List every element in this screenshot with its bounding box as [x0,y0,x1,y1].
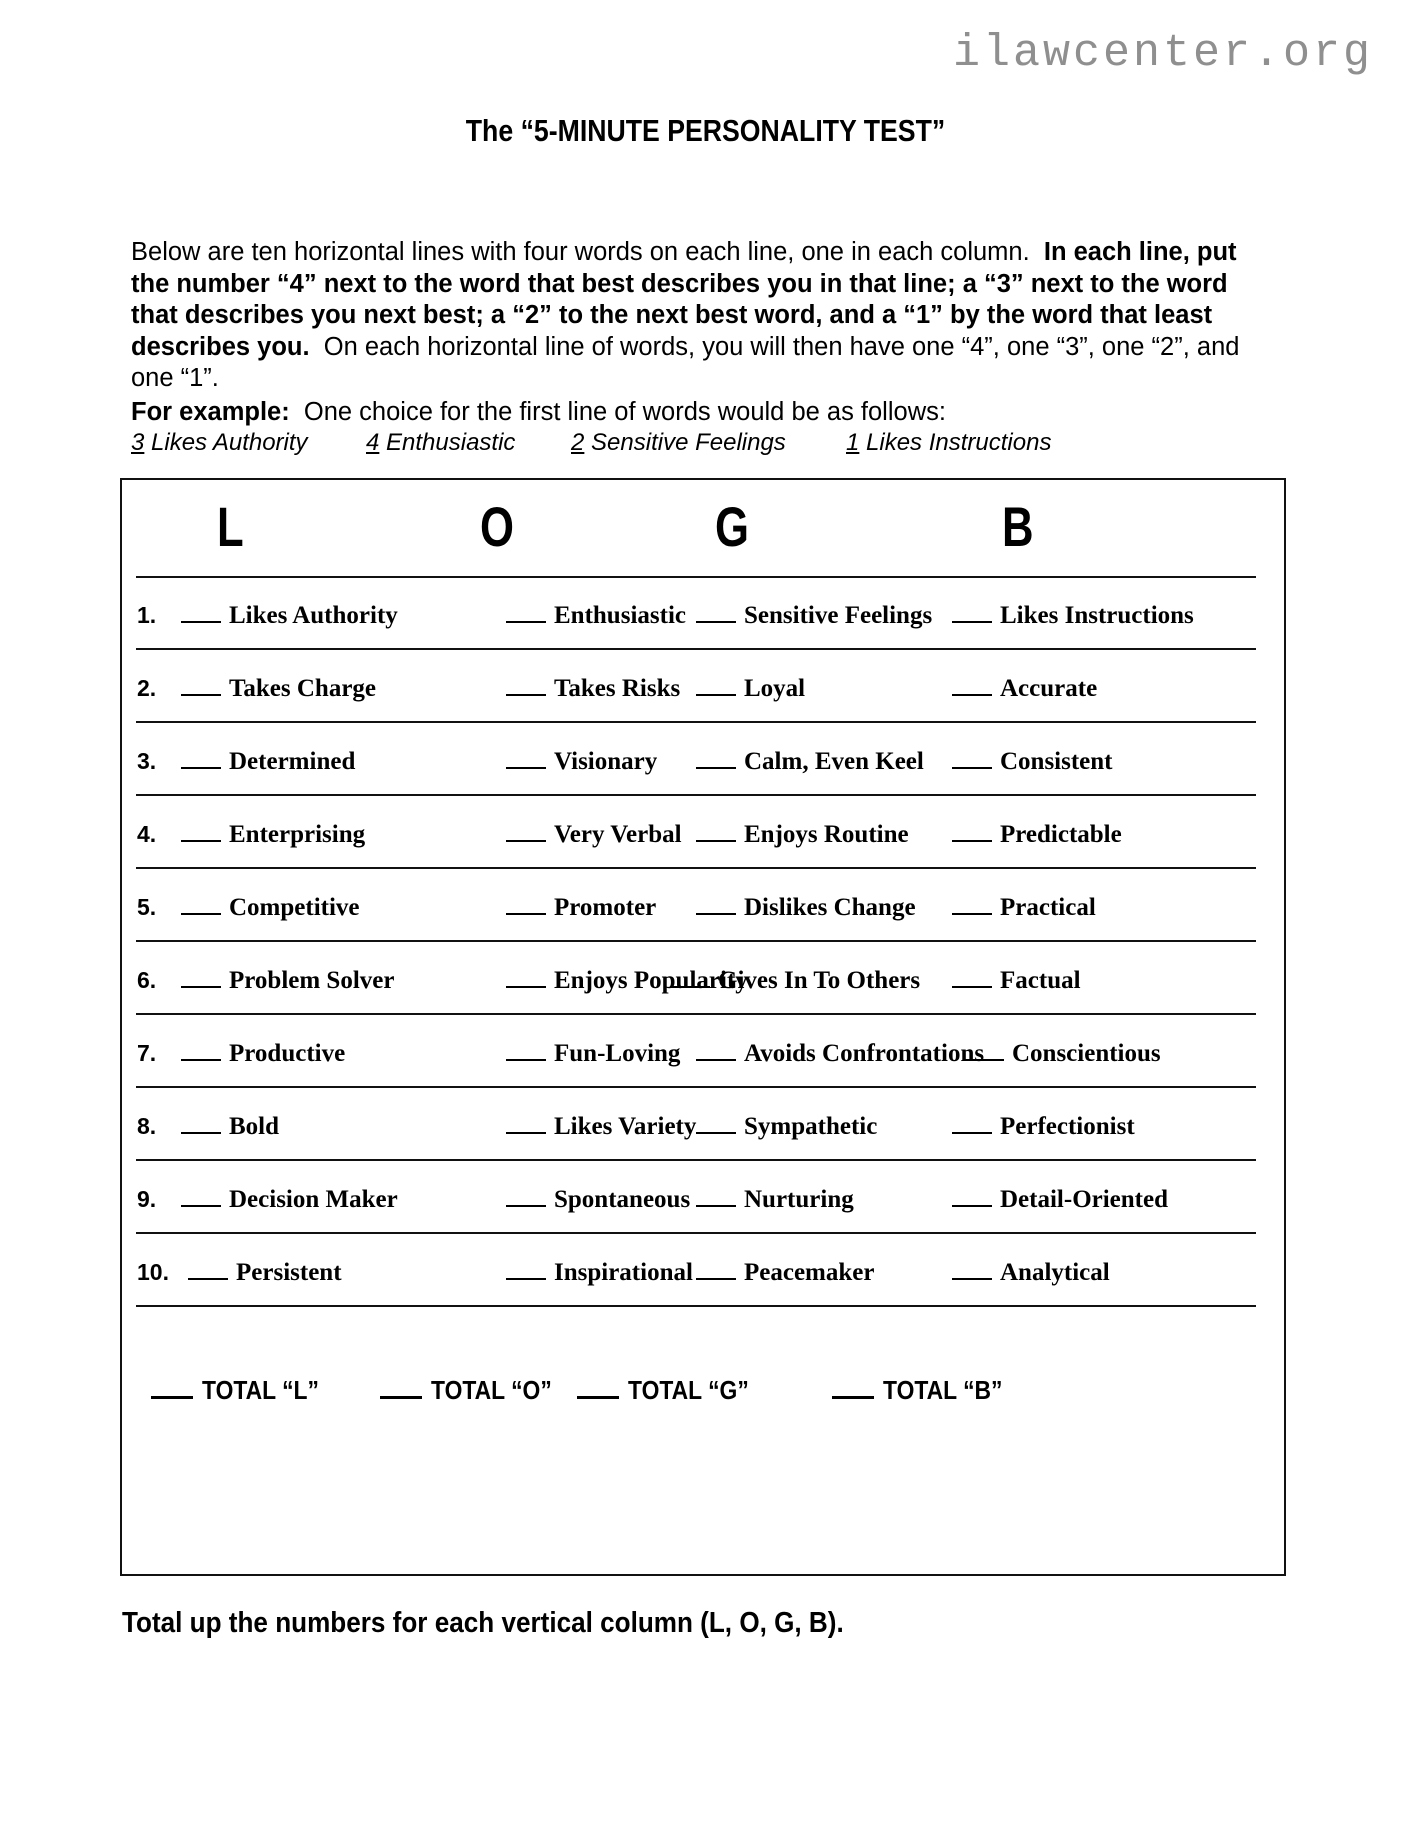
row-cell-g[interactable] [696,602,932,630]
column-header-l: L [217,495,244,558]
column-header-o: O [480,495,514,558]
score-blank-l[interactable] [181,969,221,988]
example-lead-text: One choice for the first line of words would be as follows: [303,398,946,426]
rule-header [136,576,1256,578]
row-index: 3. [137,748,157,774]
score-blank-b[interactable] [952,823,992,842]
row-word-b: Detail-Oriented [1000,1186,1169,1213]
row-word-b: Likes Instructions [1000,602,1194,629]
row-word-o: Enthusiastic [554,602,686,629]
score-blank-b[interactable] [952,1261,992,1280]
row-word-o: Likes Variety [554,1113,697,1140]
row-cell-b[interactable] [952,1186,1168,1214]
score-blank-o[interactable] [506,1042,546,1061]
table-row [122,602,1288,636]
rule-row-5 [136,940,1256,942]
row-word-l: Persistent [236,1259,342,1286]
example-entry-2-number: 4 [366,429,380,456]
total-cell-o[interactable] [380,1375,568,1406]
row-cell-o[interactable] [506,821,682,849]
example-entry-3-number: 2 [571,429,585,456]
column-header-b: B [1002,495,1034,558]
row-word-g: Loyal [744,675,806,702]
row-word-g: Avoids Confrontations [744,1040,985,1067]
score-blank-l[interactable] [181,750,221,769]
row-word-l: Problem Solver [229,967,395,994]
row-word-b: Factual [1000,967,1081,994]
row-cell-b[interactable] [952,748,1113,776]
row-index: 1. [137,602,157,628]
table-row [122,821,1288,855]
row-word-l: Likes Authority [229,602,398,629]
row-index: 2. [137,675,157,701]
table-row [122,748,1288,782]
rule-row-4 [136,867,1256,869]
row-word-g: Gives In To Others [718,967,921,994]
row-cell-l[interactable] [181,894,360,922]
row-cell-b[interactable] [952,1113,1135,1141]
row-word-o: Inspirational [554,1259,693,1286]
table-row [122,1259,1288,1293]
rule-row-7 [136,1086,1256,1088]
score-blank-b[interactable] [952,677,992,696]
example-entry-4-number: 1 [846,429,860,456]
instructions-part-two: In each line, put the number “4” next to the word that best describes you in that line; a “3” next to the word that describes you next best; a “2” to the next best word, and a “1” by the word that least describes you. [131,238,1237,361]
score-blank-l[interactable] [181,823,221,842]
score-blank-b[interactable] [952,896,992,915]
row-word-b: Perfectionist [1000,1113,1135,1140]
row-index: 8. [137,1113,157,1139]
row-cell-g[interactable] [696,894,916,922]
table-row [122,675,1288,709]
score-blank-o[interactable] [506,1115,546,1134]
row-cell-o[interactable] [506,1040,680,1068]
row-cell-o[interactable] [506,1259,693,1287]
score-blank-l[interactable] [181,1115,221,1134]
row-word-l: Enterprising [229,821,366,848]
row-cell-b[interactable] [952,602,1194,630]
row-word-o: Promoter [554,894,657,921]
row-cell-g[interactable] [696,821,909,849]
score-blank-g[interactable] [696,750,736,769]
score-blank-g[interactable] [696,823,736,842]
example-entry-4 [846,428,1106,458]
example-answer-row [131,428,1281,458]
row-cell-b[interactable] [952,675,1097,703]
score-blank-g[interactable] [696,1261,736,1280]
example-entry-1 [131,428,366,458]
row-cell-l[interactable] [181,602,398,630]
total-blank-l[interactable] [151,1379,193,1399]
example-label: For example: [131,398,290,426]
example-entry-4-word: Likes Instructions [866,429,1052,456]
total-blank-g[interactable] [577,1379,619,1399]
row-cell-o[interactable] [506,675,680,703]
total-label-l: TOTAL “L” [202,1375,319,1405]
row-word-o: Spontaneous [554,1186,691,1213]
example-lead-line [131,397,1281,427]
row-word-g: Nurturing [744,1186,854,1213]
score-blank-o[interactable] [506,750,546,769]
score-blank-l[interactable] [188,1261,228,1280]
row-word-g: Sensitive Feelings [744,602,933,629]
table-row [122,967,1288,1001]
footer-instruction-text: Total up the numbers for each vertical column (L, O, G, B). [122,1607,844,1639]
row-word-b: Predictable [1000,821,1122,848]
row-cell-g[interactable] [696,1113,877,1141]
row-cell-b[interactable] [952,821,1122,849]
score-blank-g[interactable] [696,1188,736,1207]
score-blank-l[interactable] [181,896,221,915]
score-blank-l[interactable] [181,677,221,696]
row-index: 9. [137,1186,157,1212]
row-word-o: Fun-Loving [554,1040,681,1067]
score-blank-o[interactable] [506,1188,546,1207]
score-blank-g[interactable] [696,1042,736,1061]
row-cell-l[interactable] [181,1040,345,1068]
row-cell-l[interactable] [188,1259,342,1287]
instructions-paragraph [131,237,1271,395]
row-index: 4. [137,821,157,847]
row-cell-l[interactable] [181,675,376,703]
total-label-g: TOTAL “G” [628,1375,749,1405]
row-word-l: Productive [229,1040,346,1067]
row-word-o: Enjoys Popularity [554,967,748,994]
score-blank-g[interactable] [670,969,710,988]
example-entry-1-number: 3 [131,429,145,456]
total-cell-g[interactable] [577,1375,765,1406]
row-word-b: Conscientious [1012,1040,1161,1067]
score-blank-b[interactable] [952,1115,992,1134]
total-blank-o[interactable] [380,1379,422,1399]
rule-row-3 [136,794,1256,796]
rule-row-1 [136,648,1256,650]
row-index: 6. [137,967,157,993]
row-cell-g[interactable] [696,1259,874,1287]
row-cell-g[interactable] [670,967,920,995]
row-cell-o[interactable] [506,894,656,922]
column-headers [122,480,1284,576]
row-cell-b[interactable] [952,1259,1110,1287]
instructions-part-one: Below are ten horizontal lines with four words on each line, one in each column. [131,238,1030,266]
rule-row-10 [136,1305,1256,1307]
row-cell-l[interactable] [181,748,355,776]
row-cell-l[interactable] [181,967,394,995]
row-index: 5. [137,894,157,920]
score-blank-b[interactable] [952,1188,992,1207]
rule-row-8 [136,1159,1256,1161]
rule-row-6 [136,1013,1256,1015]
score-blank-o[interactable] [506,677,546,696]
score-blank-o[interactable] [506,896,546,915]
score-blank-b[interactable] [964,1042,1004,1061]
row-word-g: Sympathetic [744,1113,878,1140]
score-blank-b[interactable] [952,604,992,623]
score-blank-l[interactable] [181,1042,221,1061]
row-cell-l[interactable] [181,821,365,849]
row-cell-o[interactable] [506,1186,690,1214]
row-word-b: Analytical [1000,1259,1110,1286]
total-label-b: TOTAL “B” [883,1375,1003,1405]
example-entry-3 [571,428,846,458]
row-word-g: Enjoys Routine [744,821,909,848]
row-index: 7. [137,1040,157,1066]
score-blank-g[interactable] [696,1115,736,1134]
row-word-o: Very Verbal [554,821,682,848]
row-word-b: Consistent [1000,748,1113,775]
row-cell-g[interactable] [696,748,924,776]
row-word-l: Determined [229,748,356,775]
row-cell-b[interactable] [952,967,1081,995]
site-watermark: ilawcenter.org [952,28,1373,79]
row-word-l: Bold [229,1113,280,1140]
score-blank-l[interactable] [181,604,221,623]
score-blank-o[interactable] [506,969,546,988]
score-blank-o[interactable] [506,1261,546,1280]
row-cell-g[interactable] [696,1186,854,1214]
table-row [122,1186,1288,1220]
row-cell-g[interactable] [696,675,805,703]
row-cell-o[interactable] [506,1113,696,1141]
row-word-b: Practical [1000,894,1096,921]
total-cell-l[interactable] [151,1375,335,1406]
score-blank-o[interactable] [506,604,546,623]
row-word-g: Peacemaker [744,1259,875,1286]
row-word-b: Accurate [1000,675,1098,702]
score-blank-g[interactable] [696,896,736,915]
row-word-g: Calm, Even Keel [744,748,924,775]
table-row [122,1113,1288,1147]
row-cell-b[interactable] [964,1040,1161,1068]
row-word-g: Dislikes Change [744,894,916,921]
personality-test-table [120,478,1286,1576]
row-word-l: Competitive [229,894,360,921]
score-blank-b[interactable] [952,750,992,769]
row-word-o: Visionary [554,748,658,775]
score-blank-l[interactable] [181,1188,221,1207]
example-entry-2 [366,428,571,458]
row-word-l: Takes Charge [229,675,377,702]
example-entry-2-word: Enthusiastic [386,429,516,456]
total-blank-b[interactable] [832,1379,874,1399]
row-word-l: Decision Maker [229,1186,398,1213]
page-title: The “5-MINUTE PERSONALITY TEST” [465,113,946,148]
table-row [122,1040,1288,1074]
totals-row [122,1375,1288,1415]
row-cell-o[interactable] [506,602,686,630]
total-label-o: TOTAL “O” [431,1375,552,1405]
score-blank-g[interactable] [696,604,736,623]
example-entry-1-word: Likes Authority [151,429,308,456]
footer-instruction [122,1607,924,1640]
column-header-g: G [715,495,749,558]
row-cell-b[interactable] [952,894,1096,922]
total-cell-b[interactable] [832,1375,1019,1406]
row-cell-l[interactable] [181,1113,279,1141]
row-word-o: Takes Risks [554,675,681,702]
row-cell-l[interactable] [181,1186,398,1214]
example-entry-3-word: Sensitive Feelings [591,429,786,456]
row-cell-g[interactable] [696,1040,984,1068]
score-blank-g[interactable] [696,677,736,696]
row-cell-o[interactable] [506,748,657,776]
score-blank-o[interactable] [506,823,546,842]
score-blank-b[interactable] [952,969,992,988]
rule-row-2 [136,721,1256,723]
rule-row-9 [136,1232,1256,1234]
row-index: 10. [137,1259,169,1285]
instructions-part-three: On each horizontal line of words, you will then have one “4”, one “3”, one “2”, and one “1”. [131,332,1240,392]
table-row [122,894,1288,928]
